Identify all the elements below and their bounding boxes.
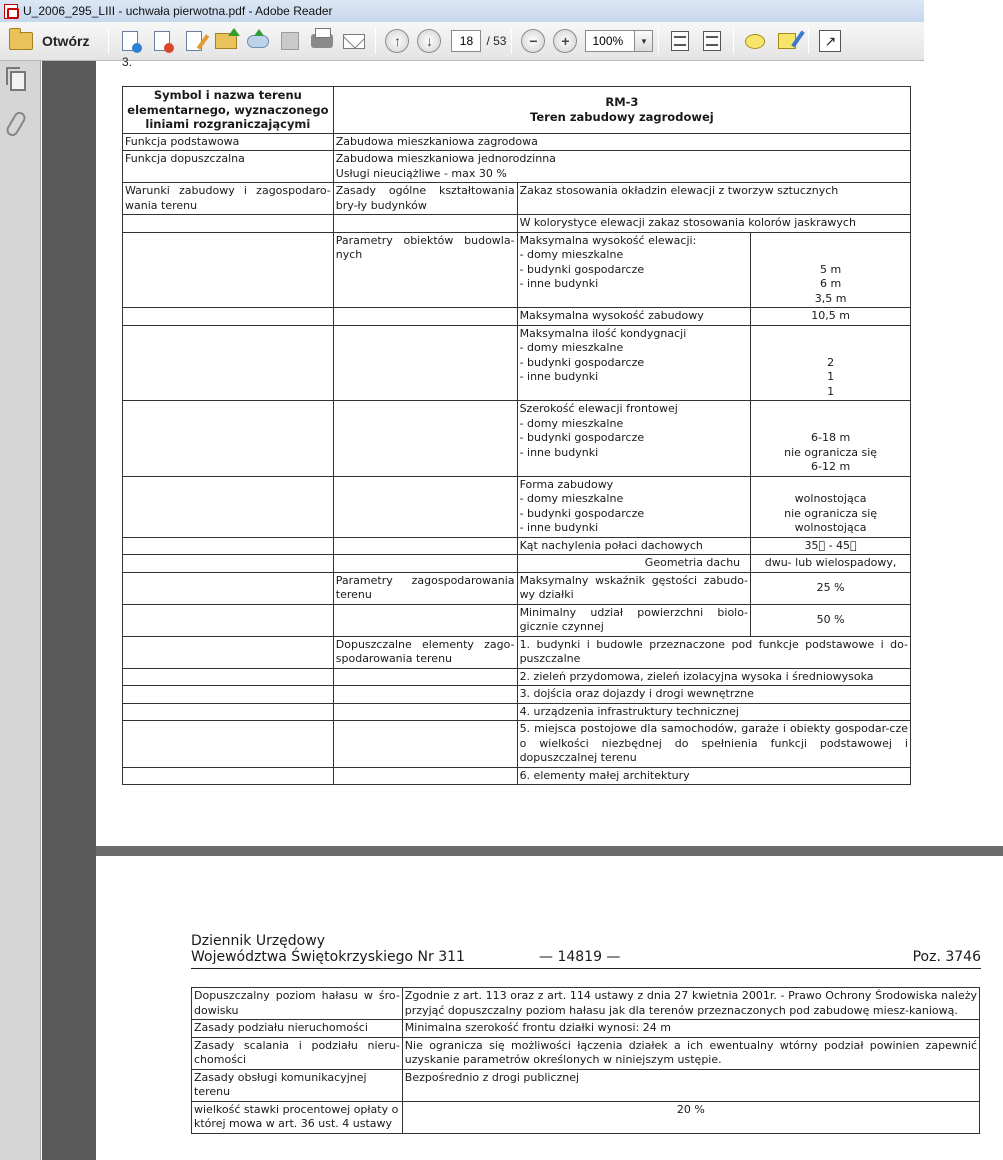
table-row bbox=[123, 232, 911, 308]
table-row bbox=[192, 1037, 980, 1069]
cell-line: wolnostojąca bbox=[794, 492, 867, 505]
add-comment-button[interactable] bbox=[742, 28, 768, 54]
table-cell: Minimalny udział powierzchni biolo-gicznie czynnej bbox=[517, 604, 751, 636]
open-button-label: Otwórz bbox=[42, 33, 90, 49]
table-cell bbox=[517, 401, 751, 477]
cell-line: - domy mieszkalne bbox=[519, 416, 624, 430]
toolbar-separator bbox=[511, 28, 512, 54]
cell-line: nie ogranicza się bbox=[784, 445, 878, 459]
cell-line bbox=[520, 385, 749, 400]
cell-line: - budynki gospodarcze bbox=[519, 355, 645, 369]
table-cell bbox=[123, 308, 334, 326]
cell-line: Forma zabudowy bbox=[519, 477, 614, 491]
journal-position: Poz. 3746 bbox=[912, 949, 981, 965]
table-cell: 5. miejsca postojowe dla samochodów, garaże i obiekty gospodar-cze o wielkości niezbędnej do spełnienia funkcji podstawowej i dopuszczalnej terenu bbox=[517, 721, 910, 768]
toolbar-separator bbox=[733, 28, 734, 54]
table-cell: Parametry zagospodarowania terenu bbox=[333, 572, 517, 604]
journal-title: Dziennik Urzędowy bbox=[191, 933, 325, 949]
table-row bbox=[192, 1020, 980, 1038]
table-cell: Bezpośrednio z drogi publicznej bbox=[402, 1069, 979, 1101]
cell-line: - budynki gospodarcze bbox=[519, 262, 645, 276]
cell-line: Zabudowa mieszkaniowa jednorodzinna bbox=[335, 152, 556, 165]
combine-files-icon bbox=[154, 31, 170, 51]
zoom-out-button[interactable] bbox=[520, 28, 546, 54]
table-cell bbox=[517, 232, 751, 308]
table-cell bbox=[333, 401, 517, 477]
table-cell: Maksymalny wskaźnik gęstości zabudo-wy działki bbox=[517, 572, 751, 604]
cell-line: - budynki gospodarcze bbox=[519, 506, 645, 520]
table-row bbox=[192, 1069, 980, 1101]
upload-online-button[interactable] bbox=[245, 28, 271, 54]
plus-icon: + bbox=[553, 29, 577, 53]
comment-bubble-icon bbox=[745, 34, 765, 49]
table-cell bbox=[123, 572, 334, 604]
folder-upload-icon bbox=[215, 33, 237, 49]
table-cell bbox=[333, 703, 517, 721]
cell-line: 3,5 m bbox=[814, 291, 847, 305]
cell-line bbox=[753, 248, 908, 263]
table-cell bbox=[751, 401, 911, 477]
table-cell bbox=[123, 604, 334, 636]
table-cell: 20 % bbox=[402, 1101, 979, 1133]
table-cell bbox=[123, 325, 334, 401]
email-button[interactable] bbox=[341, 28, 367, 54]
navigation-pane bbox=[0, 61, 41, 1160]
edit-document-button[interactable] bbox=[181, 28, 207, 54]
area-name: Teren zabudowy zagrodowej bbox=[530, 109, 714, 124]
page-thumbnails-icon[interactable] bbox=[10, 71, 26, 91]
table-cell: W kolorystyce elewacji zakaz stosowania kolorów jaskrawych bbox=[517, 215, 910, 233]
cell-line: - inne budynki bbox=[519, 521, 599, 534]
full-screen-button[interactable] bbox=[817, 28, 843, 54]
table-cell bbox=[333, 686, 517, 704]
table-row bbox=[123, 151, 911, 183]
pdf-file-icon bbox=[4, 4, 18, 19]
table-cell: Nie ogranicza się możliwości łączenia działek a ich ewentualny wtórny podział powinien zapewnić uzyskanie parametrów określonych w niniejszym ustępie. bbox=[402, 1037, 979, 1069]
cell-line: - inne budynki bbox=[519, 277, 599, 290]
table-cell bbox=[517, 325, 751, 401]
table-cell bbox=[333, 555, 517, 573]
cell-line: - domy mieszkalne bbox=[519, 492, 624, 505]
document-page bbox=[96, 55, 1003, 846]
table-row bbox=[123, 215, 911, 233]
table-cell: Parametry obiektów budowla-nych bbox=[333, 232, 517, 308]
page-separator bbox=[96, 846, 1003, 856]
table-cell bbox=[517, 476, 751, 537]
table-row bbox=[123, 668, 911, 686]
cell-line: - inne budynki bbox=[519, 445, 599, 459]
document-page bbox=[96, 856, 1003, 1160]
table-cell bbox=[123, 555, 334, 573]
table-row bbox=[123, 636, 911, 668]
cell-line bbox=[753, 327, 908, 342]
cell-line: 2 bbox=[827, 355, 835, 369]
arrow-down-icon: ↓ bbox=[417, 29, 441, 53]
table-cell: Zabudowa mieszkaniowa zagrodowa bbox=[333, 133, 910, 151]
table-cell: Maksymalna wysokość zabudowy bbox=[517, 308, 751, 326]
table-row bbox=[123, 703, 911, 721]
printer-icon bbox=[311, 34, 333, 48]
cell-line: nie ogranicza się bbox=[784, 506, 878, 520]
table-row bbox=[123, 767, 911, 785]
table-cell bbox=[123, 215, 334, 233]
table-cell: Zasady ogólne kształtowania bry-ły budynków bbox=[333, 183, 517, 215]
table-row bbox=[123, 401, 911, 477]
cell-line: 6 m bbox=[819, 277, 842, 290]
table-row bbox=[123, 721, 911, 768]
table-row bbox=[123, 87, 911, 134]
arrow-up-icon: ↑ bbox=[385, 29, 409, 53]
cell-line bbox=[753, 478, 908, 493]
table-cell bbox=[123, 636, 334, 668]
next-page-button[interactable] bbox=[416, 28, 442, 54]
cell-line: 6-12 m bbox=[810, 460, 851, 473]
table-row bbox=[123, 604, 911, 636]
cell-line: Usługi nieuciążliwe - max 30 % bbox=[335, 166, 507, 180]
table-cell: Zasady scalania i podziału nieru-chomości bbox=[192, 1037, 403, 1069]
table-cell bbox=[123, 537, 334, 555]
journal-subtitle-row bbox=[191, 949, 981, 969]
table-cell bbox=[123, 703, 334, 721]
journal-page-number: — 14819 — bbox=[539, 949, 621, 965]
table-cell: 3. dojścia oraz dojazdy i drogi wewnętrzne bbox=[517, 686, 910, 704]
table-cell: Funkcja dopuszczalna bbox=[123, 151, 334, 183]
previous-page-button[interactable] bbox=[384, 28, 410, 54]
section-number-fragment: 3. bbox=[122, 55, 133, 69]
cell-line: 6-18 m bbox=[810, 431, 851, 444]
table-cell bbox=[751, 325, 911, 401]
cell-line: - domy mieszkalne bbox=[519, 341, 624, 354]
cell-line: Maksymalna wysokość elewacji: bbox=[519, 233, 697, 247]
edit-document-icon bbox=[186, 31, 202, 51]
create-pdf-icon bbox=[122, 31, 138, 51]
document-viewport[interactable] bbox=[42, 55, 1003, 1160]
cell-line bbox=[520, 292, 749, 307]
fit-width-icon bbox=[703, 31, 721, 51]
table-row bbox=[123, 133, 911, 151]
table-row bbox=[123, 476, 911, 537]
table-cell bbox=[123, 686, 334, 704]
table-cell: 4. urządzenia infrastruktury technicznej bbox=[517, 703, 910, 721]
page-number-input[interactable]: 18 bbox=[451, 30, 481, 52]
cloud-upload-icon bbox=[247, 35, 269, 48]
table-cell bbox=[123, 668, 334, 686]
table-cell: 35  - 45  bbox=[751, 537, 911, 555]
fit-width-button[interactable] bbox=[699, 28, 725, 54]
cell-line: 5 m bbox=[819, 262, 842, 276]
table-row bbox=[123, 308, 911, 326]
table-cell bbox=[123, 767, 334, 785]
table-cell: Minimalna szerokość frontu działki wynosi: 24 m bbox=[402, 1020, 979, 1038]
envelope-icon bbox=[343, 34, 365, 49]
print-button[interactable] bbox=[309, 28, 335, 54]
open-button[interactable] bbox=[9, 27, 89, 55]
table-cell bbox=[751, 476, 911, 537]
share-folder-button[interactable] bbox=[213, 28, 239, 54]
cell-line: - domy mieszkalne bbox=[519, 248, 624, 261]
journal-header bbox=[191, 933, 981, 969]
cell-line bbox=[753, 402, 908, 417]
cell-line bbox=[520, 460, 749, 475]
table-cell bbox=[333, 215, 517, 233]
table-cell bbox=[751, 232, 911, 308]
journal-issue: Województwa Świętokrzyskiego Nr 311 bbox=[191, 949, 465, 965]
highlighter-icon bbox=[778, 33, 796, 49]
table-cell bbox=[333, 721, 517, 768]
save-button[interactable] bbox=[277, 28, 303, 54]
fit-page-button[interactable] bbox=[667, 28, 693, 54]
table-header-area bbox=[333, 87, 910, 134]
table-row bbox=[123, 572, 911, 604]
table-cell bbox=[333, 325, 517, 401]
table-cell bbox=[123, 721, 334, 768]
table-cell bbox=[123, 232, 334, 308]
table-row bbox=[123, 537, 911, 555]
cell-line: - inne budynki bbox=[519, 370, 599, 383]
create-pdf-button[interactable] bbox=[117, 28, 143, 54]
expand-icon: ↗ bbox=[819, 30, 841, 52]
window-title: U_2006_295_LIII - uchwała pierwotna.pdf - Adobe Reader bbox=[23, 4, 333, 18]
chevron-down-icon: ▼ bbox=[640, 36, 648, 46]
table-cell bbox=[333, 668, 517, 686]
combine-files-button[interactable] bbox=[149, 28, 175, 54]
table-header-symbol: Symbol i nazwa terenu elementarnego, wyznaczonego liniami rozgraniczającymi bbox=[123, 87, 334, 134]
table-cell: Funkcja podstawowa bbox=[123, 133, 334, 151]
table-cell bbox=[123, 401, 334, 477]
table-cell: wielkość stawki procentowej opłaty o której mowa w art. 36 ust. 4 ustawy bbox=[192, 1101, 403, 1133]
table-row bbox=[123, 686, 911, 704]
table-cell: 25 % bbox=[751, 572, 911, 604]
toolbar-separator bbox=[375, 28, 376, 54]
toolbar-separator bbox=[108, 28, 109, 54]
table-cell: dwu- lub wielospadowy, bbox=[751, 555, 911, 573]
zoning-table-continued bbox=[191, 987, 980, 1134]
table-cell: Dopuszczalny poziom hałasu w śro-dowisku bbox=[192, 988, 403, 1020]
toolbar-separator bbox=[808, 28, 809, 54]
table-cell: 1. budynki i budowle przeznaczone pod funkcje podstawowe i do-puszczalne bbox=[517, 636, 910, 668]
table-cell bbox=[333, 767, 517, 785]
cell-line: - budynki gospodarcze bbox=[519, 431, 645, 444]
table-cell: Zakaz stosowania okładzin elewacji z tworzyw sztucznych bbox=[517, 183, 910, 215]
table-cell: Warunki zabudowy i zagospodaro-wania terenu bbox=[123, 183, 334, 215]
folder-open-icon bbox=[9, 32, 33, 50]
table-row bbox=[123, 325, 911, 401]
table-cell: Dopuszczalne elementy zago-spodarowania terenu bbox=[333, 636, 517, 668]
page-total-label: / 53 bbox=[486, 34, 507, 48]
cell-line: wolnostojąca bbox=[794, 521, 867, 534]
table-row bbox=[192, 1101, 980, 1133]
area-code: RM-3 bbox=[605, 95, 639, 110]
table-cell bbox=[333, 476, 517, 537]
table-cell bbox=[333, 151, 910, 183]
toolbar-separator bbox=[658, 28, 659, 54]
zoom-in-button[interactable] bbox=[552, 28, 578, 54]
attachments-paperclip-icon[interactable] bbox=[4, 110, 27, 139]
cell-line bbox=[753, 341, 908, 356]
table-cell bbox=[333, 604, 517, 636]
window-title-bar bbox=[0, 0, 924, 22]
cell-line: Maksymalna ilość kondygnacji bbox=[519, 326, 687, 340]
fit-page-icon bbox=[671, 31, 689, 51]
cell-line: 1 bbox=[827, 384, 835, 398]
table-cell: 2. zieleń przydomowa, zieleń izolacyjna wysoka i średniowysoka bbox=[517, 668, 910, 686]
table-cell: Zasady podziału nieruchomości bbox=[192, 1020, 403, 1038]
minus-icon: − bbox=[521, 29, 545, 53]
highlight-text-button[interactable] bbox=[774, 28, 800, 54]
cell-line: 1 bbox=[827, 370, 835, 383]
table-cell bbox=[123, 476, 334, 537]
table-row bbox=[123, 183, 911, 215]
cell-line bbox=[753, 234, 908, 249]
table-cell: Geometria dachu bbox=[517, 555, 751, 573]
table-cell: 6. elementy małej architektury bbox=[517, 767, 910, 785]
zoom-level-input[interactable]: 100% bbox=[585, 30, 635, 52]
table-row bbox=[123, 555, 911, 573]
cell-line: Szerokość elewacji frontowej bbox=[519, 402, 678, 415]
table-row bbox=[192, 988, 980, 1020]
main-toolbar bbox=[0, 22, 924, 61]
table-cell bbox=[333, 537, 517, 555]
table-cell: Zasady obsługi komunikacyjnej terenu bbox=[192, 1069, 403, 1101]
cell-line bbox=[753, 417, 908, 432]
save-disk-icon bbox=[281, 32, 299, 50]
zoom-dropdown-button[interactable] bbox=[635, 30, 653, 52]
table-cell: 10,5 m bbox=[751, 308, 911, 326]
table-cell: 50 % bbox=[751, 604, 911, 636]
table-cell: Zgodnie z art. 113 oraz z art. 114 ustawy z dnia 27 kwietnia 2001r. - Prawo Ochrony Środowiska należy przyjąć dopuszczalny poziom hałasu jak dla terenów przeznaczonych pod zabudowę miesz-kaniową. bbox=[402, 988, 979, 1020]
table-cell: Kąt nachylenia połaci dachowych bbox=[517, 537, 751, 555]
table-cell bbox=[333, 308, 517, 326]
zoning-table bbox=[122, 86, 911, 785]
